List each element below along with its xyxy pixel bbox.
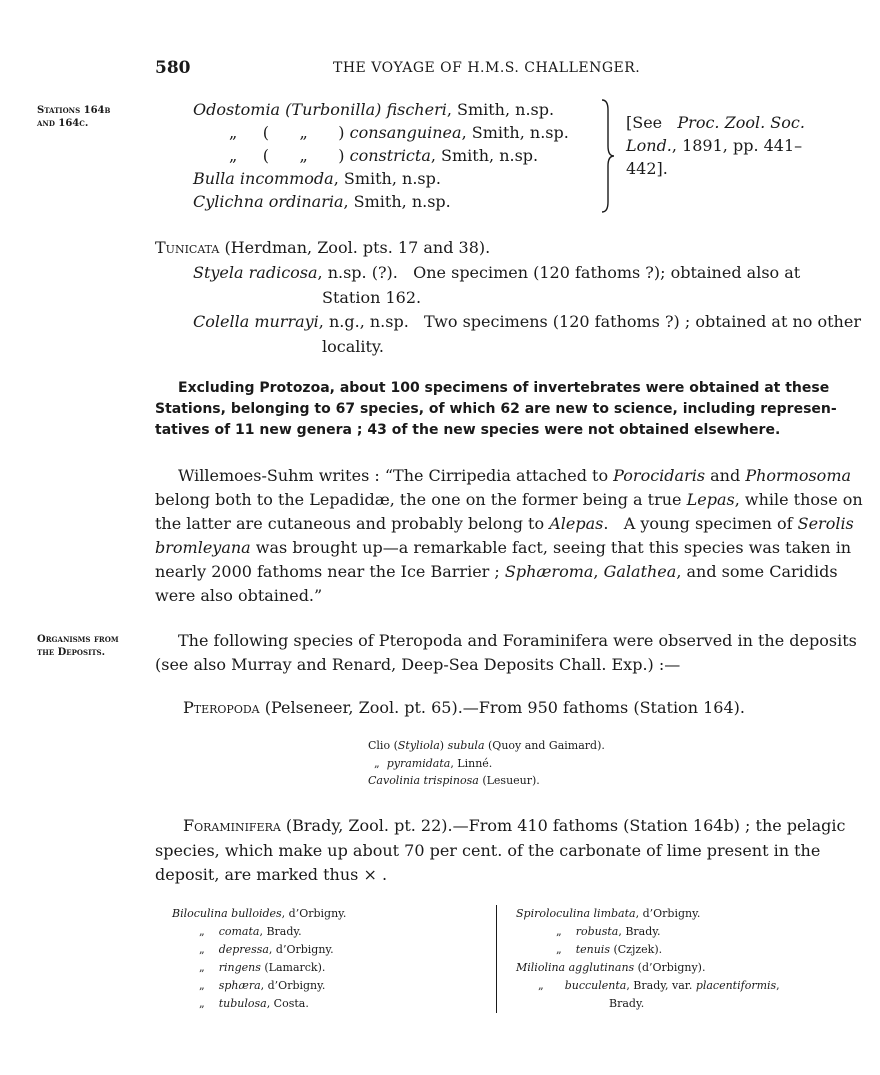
species-line: „ ( „ ) constricta, Smith, n.sp. xyxy=(229,146,539,165)
foraminifera-line: deposit, are marked thus × . xyxy=(155,865,388,884)
tunicata-entry-cont: locality. xyxy=(322,337,384,356)
species-line: Odostomia (Turbonilla) fischeri, Smith, n.sp. xyxy=(193,100,555,119)
section-heading-pteropoda: Pteropoda (Pelseneer, Zool. pt. 65).—From 950 fathoms (Station 164). xyxy=(183,698,745,717)
species-line: Bulla incommoda, Smith, n.sp. xyxy=(193,169,441,188)
brace-icon xyxy=(598,98,618,214)
summary-line: tatives of 11 new genera ; 43 of the new species were not obtained elsewhere. xyxy=(155,422,781,438)
deposits-line: The following species of Pteropoda and Foraminifera were observed in the deposits xyxy=(178,631,857,650)
running-title: THE VOYAGE OF H.M.S. CHALLENGER. xyxy=(333,60,641,76)
quote-line: were also obtained.” xyxy=(155,586,323,605)
summary-line: Stations, belonging to 67 species, of which 62 are new to science, including represen- xyxy=(155,401,837,417)
summary-line: Excluding Protozoa, about 100 specimens of invertebrates were obtained at these xyxy=(178,380,830,396)
tunicata-entry-cont: Station 162. xyxy=(322,288,422,307)
section-heading-tunicata: Tunicata (Herdman, Zool. pts. 17 and 38). xyxy=(155,238,491,257)
species-line: Cylichna ordinaria, Smith, n.sp. xyxy=(193,192,451,211)
margin-note-stations: Stations 164b and 164c. xyxy=(37,105,111,129)
column-divider xyxy=(496,905,497,1013)
tunicata-entry: Styela radicosa, n.sp. (?). One specimen (120 fathoms ?); obtained also at xyxy=(193,263,801,282)
section-heading-foraminifera: Foraminifera (Brady, Zool. pt. 22).—From 410 fathoms (Station 164b) ; the pelagic xyxy=(183,816,846,835)
page-number: 580 xyxy=(155,58,191,78)
quote-line: Willemoes-Suhm writes : “The Cirripedia attached to Porocidaris and Phormosoma xyxy=(178,466,852,485)
tunicata-entry: Colella murrayi, n.g., n.sp. Two specimens (120 fathoms ?) ; obtained at no other xyxy=(193,312,861,331)
reference-note: [See Proc. Zool. Soc. Lond., 1891, pp. 441–442]. xyxy=(626,113,805,178)
foraminifera-left-column: Biloculina bulloides, d’Orbigny. „ comata, Brady. „ depressa, d’Orbigny. „ ringens (Lamarck). „ sphæra, d’Orbigny. „ tubulosa, Costa. xyxy=(172,907,347,1010)
foraminifera-line: species, which make up about 70 per cent. of the carbonate of lime present in the xyxy=(155,841,821,860)
pteropoda-species: Clio (Styliola) subula (Quoy and Gaimard). xyxy=(368,739,605,752)
quote-line: the latter are cutaneous and probably belong to Alepas. A young specimen of Serolis xyxy=(155,514,854,533)
pteropoda-species: „ pyramidata, Linné. xyxy=(374,757,493,770)
quote-line: bromleyana was brought up—a remarkable fact, seeing that this species was taken in xyxy=(155,538,852,557)
quote-line: belong both to the Lepadidæ, the one on the former being a true Lepas, while those on xyxy=(155,490,863,509)
quote-line: nearly 2000 fathoms near the Ice Barrier ; Sphæroma, Galathea, and some Caridids xyxy=(155,562,838,581)
species-line: „ ( „ ) consanguinea, Smith, n.sp. xyxy=(229,123,569,142)
foraminifera-right-column: Spiroloculina limbata, d’Orbigny. „ robusta, Brady. „ tenuis (Czjzek). Miliolina agglutinans (d’Orbigny). „ bucculenta, Brady, var. placentiformis, Brady. xyxy=(516,907,780,1010)
deposits-line: (see also Murray and Renard, Deep-Sea Deposits Chall. Exp.) :— xyxy=(155,655,681,674)
pteropoda-species: Cavolinia trispinosa (Lesueur). xyxy=(368,774,540,787)
margin-note-organisms: Organisms from the Deposits. xyxy=(37,634,119,658)
